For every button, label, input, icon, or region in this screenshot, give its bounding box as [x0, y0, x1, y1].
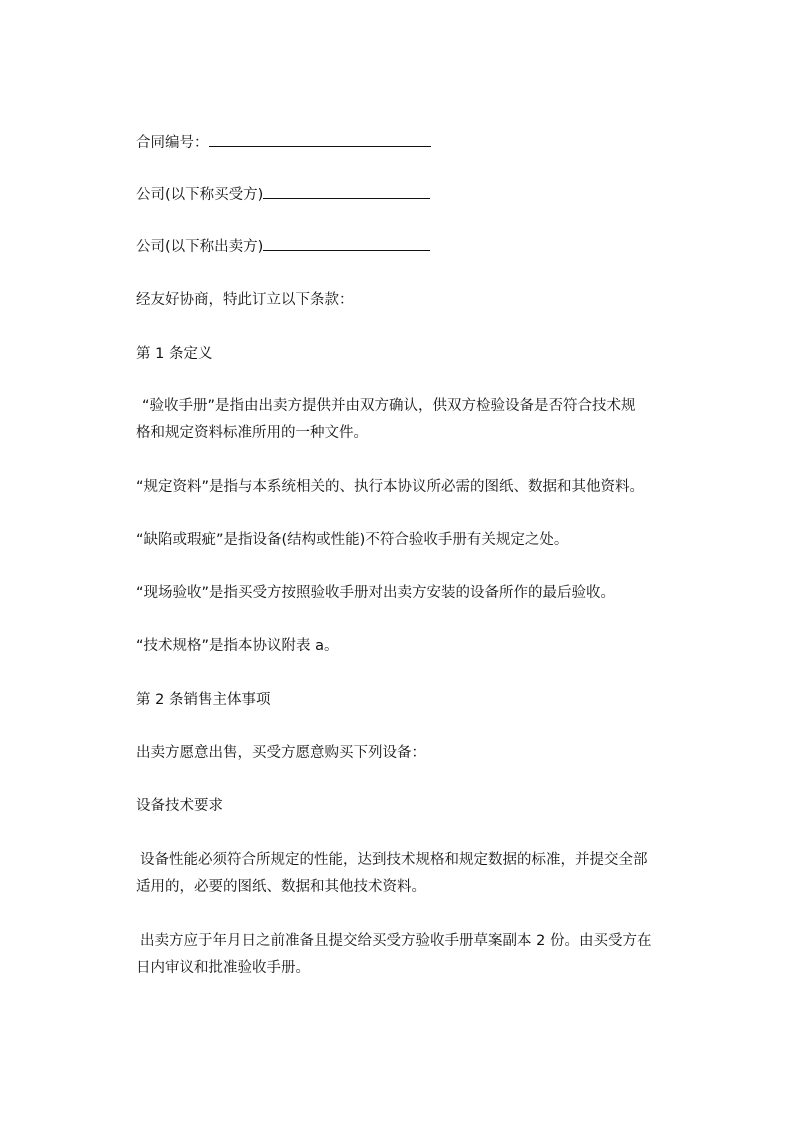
buyer-label: 公司(以下称买受方): [136, 187, 264, 203]
contract-number-blank: [209, 132, 431, 147]
buyer-blank: [263, 184, 430, 199]
buyer-line: [136, 184, 430, 205]
contract-number-label: 合同编号：: [136, 135, 209, 151]
performance-requirement-line2: 适用的，必要的图纸、数据和其他技术资料。: [136, 879, 426, 895]
manual-submission-line2: 日内审议和批准验收手册。: [136, 960, 310, 976]
manual-submission-line1: 出卖方应于年月日之前准备且提交给买受方验收手册草案副本 2 份。由买受方在: [140, 933, 652, 949]
contract-number-line: [136, 132, 431, 153]
seller-blank: [263, 236, 430, 251]
definition-defect: “缺陷或瑕疵”是指设备(结构或性能)不符合验收手册有关规定之处。: [136, 532, 569, 548]
intro-text: 经友好协商，特此订立以下条款：: [136, 292, 354, 308]
definition-specified-data: “规定资料”是指与本系统相关的、执行本协议所必需的图纸、数据和其他资料。: [136, 479, 645, 495]
article1-title: 第 1 条定义: [136, 346, 213, 362]
definition-site-acceptance: “现场验收”是指买受方按照验收手册对出卖方安装的设备所作的最后验收。: [136, 585, 616, 601]
definition-acceptance-manual-line1: “验收手册”是指由出卖方提供并由双方确认，供双方检验设备是否符合技术规: [142, 398, 636, 414]
seller-label: 公司(以下称出卖方): [136, 239, 264, 255]
article2-title: 第 2 条销售主体事项: [136, 692, 271, 708]
technical-requirements-title: 设备技术要求: [136, 798, 223, 814]
sale-statement: 出卖方愿意出售，买受方愿意购买下列设备：: [136, 745, 426, 761]
performance-requirement-line1: 设备性能必须符合所规定的性能，达到技术规格和规定数据的标准，并提交全部: [140, 852, 648, 868]
definition-technical-spec: “技术规格”是指本协议附表 a。: [136, 638, 339, 654]
seller-line: [136, 236, 430, 257]
definition-acceptance-manual-line2: 格和规定资料标准所用的一种文件。: [136, 425, 368, 441]
